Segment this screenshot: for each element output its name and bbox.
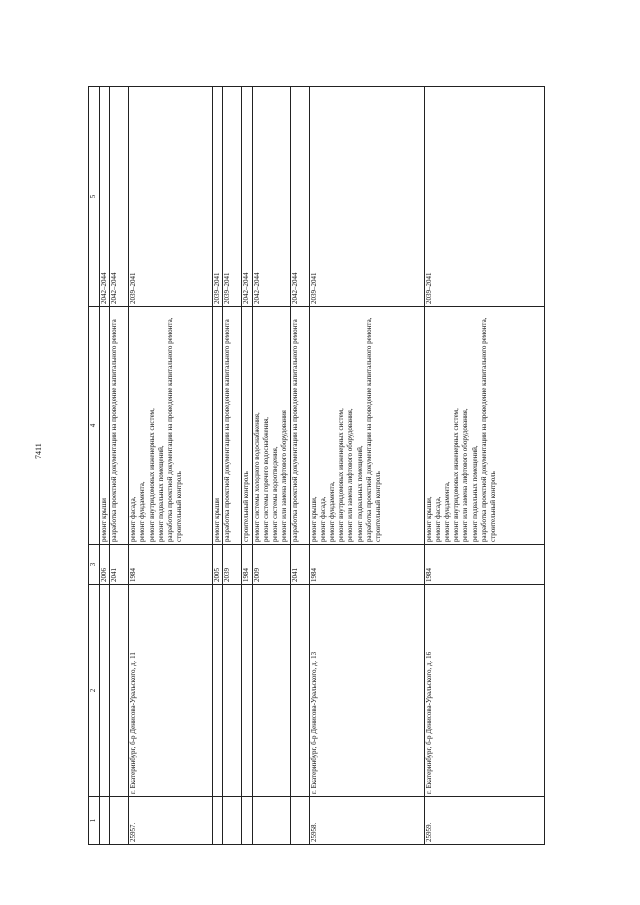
cell-period: 2042–2044	[252, 87, 290, 307]
table-row	[213, 87, 223, 845]
cell-period: 2039–2041	[309, 87, 424, 307]
cell-year: 1984	[309, 545, 424, 585]
cell-address	[223, 585, 242, 797]
cell-address	[110, 585, 129, 797]
cell-address	[290, 585, 309, 797]
cell-num: 25959.	[424, 797, 544, 845]
cell-address: г. Екатеринбург, б-р Денисова-Уральского, д. 16	[424, 585, 544, 797]
table-row	[100, 87, 110, 845]
cell-year: 1984	[424, 545, 544, 585]
cell-num: 25957.	[129, 797, 213, 845]
table-row	[252, 87, 290, 845]
header-col-4: 4	[89, 307, 100, 545]
table-row	[242, 87, 252, 845]
cell-address	[213, 585, 223, 797]
cell-address	[242, 585, 252, 797]
cell-num	[213, 797, 223, 845]
page-number: 7411	[34, 443, 43, 459]
cell-year: 2039	[223, 545, 242, 585]
cell-period: 2042–2044	[290, 87, 309, 307]
cell-num	[252, 797, 290, 845]
cell-year: 2009	[252, 545, 290, 585]
header-col-1: 1	[89, 797, 100, 845]
table-row	[309, 87, 424, 845]
table-row	[424, 87, 544, 845]
cell-num: 25958.	[309, 797, 424, 845]
cell-work: разработка проектной документации на проведение капитального ремонта	[290, 307, 309, 545]
cell-period: 2039–2041	[223, 87, 242, 307]
cell-work: ремонт фасада, ремонт фундамента, ремонт внутридомовых инженерных систем, ремонт подвальных помещений, разработка проектной документации на проведение капитального ремонта, строительный контроль	[129, 307, 213, 545]
repair-schedule-table	[88, 86, 545, 845]
cell-address	[252, 585, 290, 797]
rotated-table-wrapper	[88, 87, 586, 845]
cell-work: ремонт крыши	[100, 307, 110, 545]
header-col-5: 5	[89, 87, 100, 307]
cell-period: 2039–2041	[213, 87, 223, 307]
cell-year: 2005	[213, 545, 223, 585]
cell-address	[100, 585, 110, 797]
cell-work: разработка проектной документации на проведение капитального ремонта	[110, 307, 129, 545]
cell-period: 2042–2044	[110, 87, 129, 307]
cell-period: 2042–2044	[242, 87, 252, 307]
cell-work: строительный контроль	[242, 307, 252, 545]
cell-year: 1984	[129, 545, 213, 585]
cell-address: г. Екатеринбург, б-р Денисова-Уральского, д. 13	[309, 585, 424, 797]
cell-num	[110, 797, 129, 845]
cell-address: г. Екатеринбург, б-р Денисова-Уральского, д. 11	[129, 585, 213, 797]
cell-work: ремонт крыши	[213, 307, 223, 545]
header-col-3: 3	[89, 545, 100, 585]
header-row	[89, 87, 100, 845]
header-col-2: 2	[89, 585, 100, 797]
table-body	[100, 87, 545, 845]
table-row	[290, 87, 309, 845]
cell-year: 2006	[100, 545, 110, 585]
cell-period: 2039–2041	[129, 87, 213, 307]
cell-year: 2041	[290, 545, 309, 585]
table-row	[223, 87, 242, 845]
cell-period: 2039–2041	[424, 87, 544, 307]
cell-num	[242, 797, 252, 845]
table-row	[110, 87, 129, 845]
cell-year: 2041	[110, 545, 129, 585]
cell-num	[290, 797, 309, 845]
cell-year: 1984	[242, 545, 252, 585]
cell-work: ремонт системы холодного водоснабжения, ремонт системы горячего водоснабжения, ремонт системы водоотведения, ремонт или замена лифтового оборудования	[252, 307, 290, 545]
cell-work: разработка проектной документации на проведение капитального ремонта	[223, 307, 242, 545]
cell-num	[100, 797, 110, 845]
table-row	[129, 87, 213, 845]
cell-work: ремонт крыши, ремонт фасада, ремонт фундамента, ремонт внутридомовых инженерных систем, ремонт или замена лифтового оборудования, ремонт подвальных помещений, разработка проектной документации на проведение капитального ремонта, строительный контроль	[309, 307, 424, 545]
cell-num	[223, 797, 242, 845]
cell-period: 2042–2044	[100, 87, 110, 307]
cell-work: ремонт крыши, ремонт фасада, ремонт фундамента, ремонт внутридомовых инженерных систем, ремонт или замена лифтового оборудования, ремонт подвальных помещений, разработка проектной документации на проведение капитального ремонта, строительный контроль	[424, 307, 544, 545]
